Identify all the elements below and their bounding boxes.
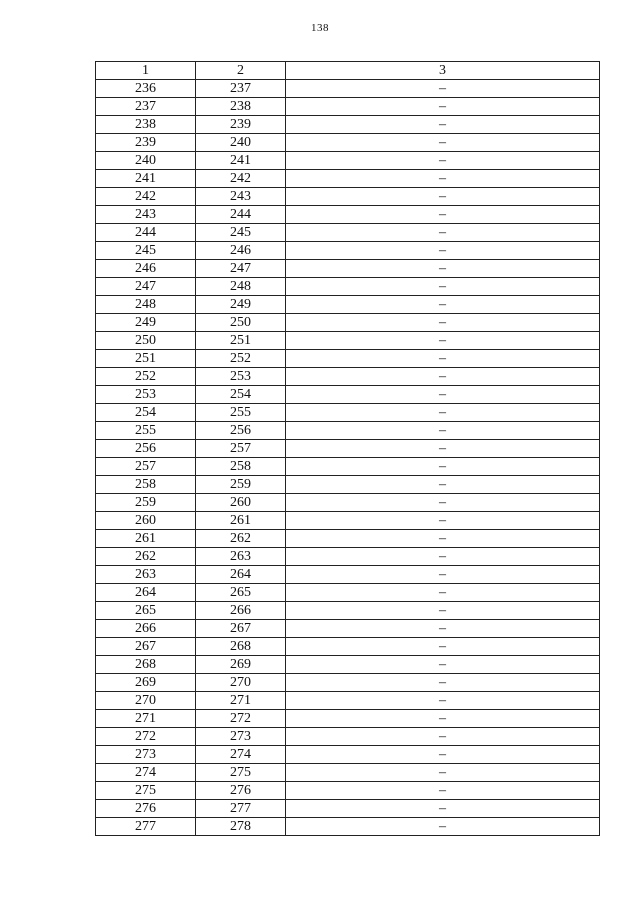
table-cell-col-3: –: [286, 350, 600, 368]
table-cell-col-3: –: [286, 98, 600, 116]
table-cell-col-1: 246: [96, 260, 196, 278]
table-cell-col-1: 247: [96, 278, 196, 296]
table-cell-col-1: 242: [96, 188, 196, 206]
table-cell-col-3: –: [286, 602, 600, 620]
table-row: [96, 296, 600, 314]
table-row: [96, 152, 600, 170]
table-row: [96, 620, 600, 638]
table-row: [96, 782, 600, 800]
table-cell-col-3: –: [286, 260, 600, 278]
table-row: [96, 188, 600, 206]
table-cell-col-1: 263: [96, 566, 196, 584]
table-row: [96, 746, 600, 764]
table-cell-col-2: 261: [196, 512, 286, 530]
table-cell-col-1: 236: [96, 80, 196, 98]
table-cell-col-1: 244: [96, 224, 196, 242]
table-cell-col-2: 273: [196, 728, 286, 746]
table-row: [96, 710, 600, 728]
table-cell-col-3: –: [286, 710, 600, 728]
table-row: [96, 728, 600, 746]
table-cell-col-3: –: [286, 224, 600, 242]
table-cell-col-2: 278: [196, 818, 286, 836]
table-cell-col-3: –: [286, 656, 600, 674]
table-row: [96, 584, 600, 602]
table-row: [96, 656, 600, 674]
table-cell-col-2: 248: [196, 278, 286, 296]
table-cell-col-1: 240: [96, 152, 196, 170]
table-cell-col-1: 271: [96, 710, 196, 728]
table-cell-col-1: 262: [96, 548, 196, 566]
table-cell-col-2: 260: [196, 494, 286, 512]
table-cell-col-1: 255: [96, 422, 196, 440]
table-cell-col-2: 274: [196, 746, 286, 764]
table-cell-col-1: 277: [96, 818, 196, 836]
column-header-1: 1: [96, 62, 196, 80]
table-cell-col-2: 268: [196, 638, 286, 656]
table-cell-col-3: –: [286, 440, 600, 458]
table-cell-col-2: 262: [196, 530, 286, 548]
table-cell-col-1: 268: [96, 656, 196, 674]
table-cell-col-2: 257: [196, 440, 286, 458]
table-row: [96, 404, 600, 422]
table-cell-col-2: 246: [196, 242, 286, 260]
table-row: [96, 692, 600, 710]
table-cell-col-3: –: [286, 314, 600, 332]
table-row: [96, 548, 600, 566]
table-cell-col-2: 258: [196, 458, 286, 476]
table-cell-col-2: 253: [196, 368, 286, 386]
table-cell-col-1: 257: [96, 458, 196, 476]
table-cell-col-1: 260: [96, 512, 196, 530]
table-row: [96, 242, 600, 260]
table-cell-col-3: –: [286, 458, 600, 476]
table-cell-col-1: 239: [96, 134, 196, 152]
table-row: [96, 530, 600, 548]
table-row: [96, 422, 600, 440]
table-cell-col-1: 276: [96, 800, 196, 818]
table-cell-col-2: 267: [196, 620, 286, 638]
table-row: [96, 260, 600, 278]
table-row: [96, 224, 600, 242]
table-row: [96, 638, 600, 656]
table-row: [96, 80, 600, 98]
table-cell-col-3: –: [286, 548, 600, 566]
table-row: [96, 818, 600, 836]
table-row: [96, 512, 600, 530]
table-cell-col-1: 238: [96, 116, 196, 134]
table-cell-col-3: –: [286, 206, 600, 224]
table-cell-col-2: 270: [196, 674, 286, 692]
table-cell-col-2: 259: [196, 476, 286, 494]
table-cell-col-2: 244: [196, 206, 286, 224]
table-cell-col-3: –: [286, 512, 600, 530]
table-cell-col-3: –: [286, 152, 600, 170]
table-cell-col-3: –: [286, 476, 600, 494]
table-cell-col-3: –: [286, 800, 600, 818]
table-cell-col-1: 253: [96, 386, 196, 404]
table-cell-col-3: –: [286, 242, 600, 260]
table-cell-col-3: –: [286, 692, 600, 710]
table-cell-col-1: 270: [96, 692, 196, 710]
table-cell-col-3: –: [286, 134, 600, 152]
table-cell-col-1: 241: [96, 170, 196, 188]
table-cell-col-2: 247: [196, 260, 286, 278]
table-cell-col-1: 258: [96, 476, 196, 494]
table-body: [96, 80, 600, 836]
table-row: [96, 566, 600, 584]
table-cell-col-2: 243: [196, 188, 286, 206]
table-cell-col-1: 249: [96, 314, 196, 332]
table-row: [96, 764, 600, 782]
table-cell-col-2: 272: [196, 710, 286, 728]
table-cell-col-1: 265: [96, 602, 196, 620]
table-cell-col-2: 239: [196, 116, 286, 134]
table-cell-col-2: 277: [196, 800, 286, 818]
table-row: [96, 602, 600, 620]
table-cell-col-2: 276: [196, 782, 286, 800]
table-cell-col-3: –: [286, 80, 600, 98]
table-cell-col-2: 269: [196, 656, 286, 674]
column-header-2: 2: [196, 62, 286, 80]
table-cell-col-3: –: [286, 296, 600, 314]
table-row: [96, 476, 600, 494]
table-cell-col-2: 237: [196, 80, 286, 98]
table-cell-col-3: –: [286, 116, 600, 134]
table-cell-col-2: 242: [196, 170, 286, 188]
table-cell-col-2: 264: [196, 566, 286, 584]
table-cell-col-3: –: [286, 764, 600, 782]
table-cell-col-2: 250: [196, 314, 286, 332]
table-cell-col-3: –: [286, 278, 600, 296]
page-number: 138: [311, 22, 329, 34]
table-cell-col-1: 243: [96, 206, 196, 224]
table-cell-col-3: –: [286, 368, 600, 386]
table-cell-col-3: –: [286, 404, 600, 422]
table-cell-col-3: –: [286, 674, 600, 692]
table-cell-col-3: –: [286, 728, 600, 746]
table-cell-col-2: 251: [196, 332, 286, 350]
table-row: [96, 134, 600, 152]
table-cell-col-2: 254: [196, 386, 286, 404]
table-cell-col-1: 250: [96, 332, 196, 350]
table-cell-col-3: –: [286, 188, 600, 206]
table-cell-col-1: 237: [96, 98, 196, 116]
table-cell-col-1: 256: [96, 440, 196, 458]
table-cell-col-1: 274: [96, 764, 196, 782]
table-cell-col-3: –: [286, 422, 600, 440]
table-cell-col-3: –: [286, 386, 600, 404]
table-row: [96, 800, 600, 818]
table-cell-col-1: 266: [96, 620, 196, 638]
table-cell-col-3: –: [286, 620, 600, 638]
table-cell-col-3: –: [286, 332, 600, 350]
table-cell-col-2: 275: [196, 764, 286, 782]
table-cell-col-2: 256: [196, 422, 286, 440]
table-row: [96, 116, 600, 134]
table-cell-col-2: 249: [196, 296, 286, 314]
table-row: [96, 674, 600, 692]
table-cell-col-1: 248: [96, 296, 196, 314]
table-row: [96, 278, 600, 296]
table-cell-col-3: –: [286, 584, 600, 602]
table-cell-col-2: 245: [196, 224, 286, 242]
table-row: [96, 332, 600, 350]
table-cell-col-2: 241: [196, 152, 286, 170]
table-cell-col-1: 245: [96, 242, 196, 260]
table-cell-col-2: 266: [196, 602, 286, 620]
table-cell-col-2: 271: [196, 692, 286, 710]
table-cell-col-1: 252: [96, 368, 196, 386]
table-cell-col-2: 240: [196, 134, 286, 152]
table-cell-col-3: –: [286, 530, 600, 548]
table-cell-col-1: 264: [96, 584, 196, 602]
table-cell-col-1: 251: [96, 350, 196, 368]
table-row: [96, 206, 600, 224]
table-cell-col-3: –: [286, 638, 600, 656]
table-row: [96, 458, 600, 476]
table-cell-col-2: 263: [196, 548, 286, 566]
table-cell-col-1: 254: [96, 404, 196, 422]
table-row: [96, 494, 600, 512]
table-header-row: [96, 62, 600, 80]
table-cell-col-1: 272: [96, 728, 196, 746]
data-table: [95, 61, 600, 836]
table-row: [96, 386, 600, 404]
table-cell-col-1: 261: [96, 530, 196, 548]
table-cell-col-2: 252: [196, 350, 286, 368]
table-cell-col-1: 269: [96, 674, 196, 692]
table-cell-col-2: 238: [196, 98, 286, 116]
table-row: [96, 98, 600, 116]
table-cell-col-1: 273: [96, 746, 196, 764]
table-cell-col-3: –: [286, 494, 600, 512]
table-row: [96, 170, 600, 188]
table-cell-col-3: –: [286, 782, 600, 800]
table-cell-col-3: –: [286, 170, 600, 188]
table-cell-col-1: 259: [96, 494, 196, 512]
table-cell-col-1: 267: [96, 638, 196, 656]
table-row: [96, 368, 600, 386]
table-row: [96, 314, 600, 332]
table-cell-col-3: –: [286, 818, 600, 836]
table-cell-col-2: 265: [196, 584, 286, 602]
table-row: [96, 440, 600, 458]
column-header-3: 3: [286, 62, 600, 80]
table-cell-col-2: 255: [196, 404, 286, 422]
table-cell-col-3: –: [286, 566, 600, 584]
table-row: [96, 350, 600, 368]
table-cell-col-1: 275: [96, 782, 196, 800]
table-cell-col-3: –: [286, 746, 600, 764]
